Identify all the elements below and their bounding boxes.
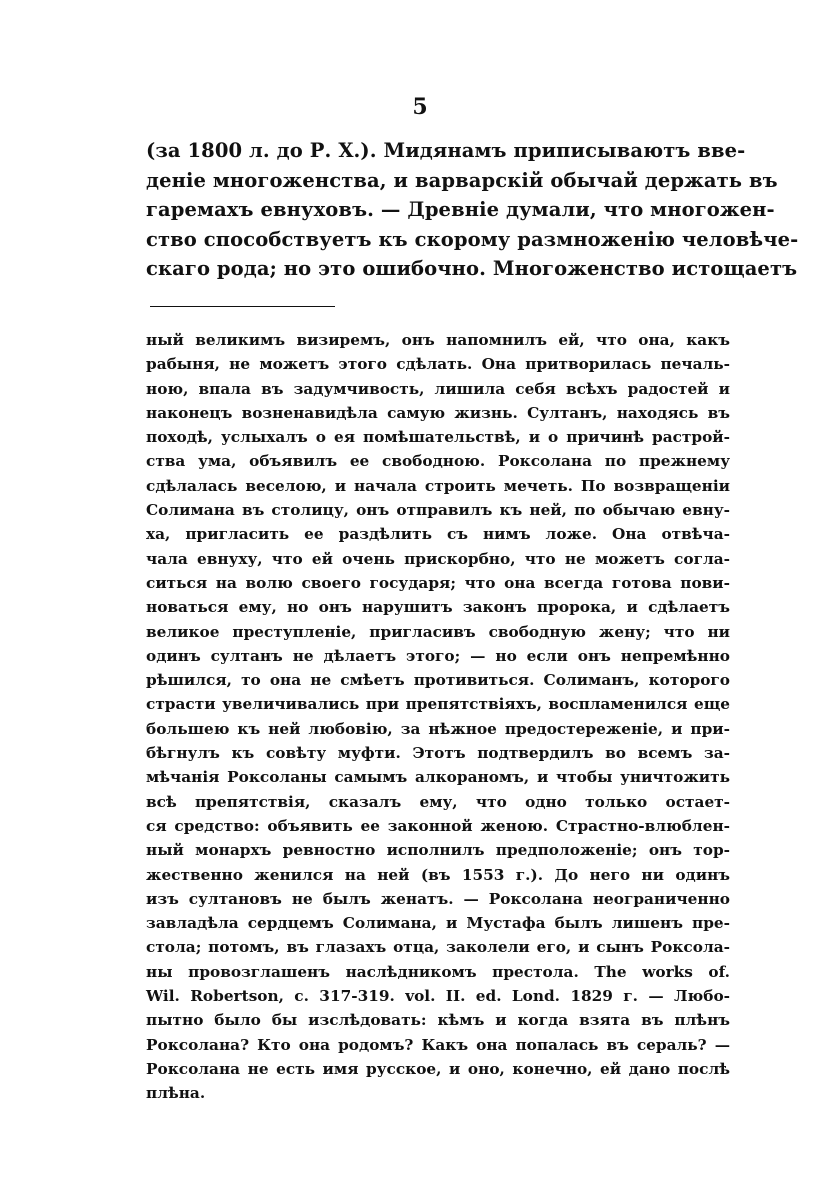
main-text-line: гаремахъ евнуховъ. — Древніе думали, что многожен- [146, 198, 775, 221]
footnote-line: Роксолана? Кто она родомъ? Какъ она попалась въ сераль? — [146, 1035, 730, 1054]
footnote-text [146, 328, 730, 1106]
footnote-line: ства ума, объявилъ ее свободною. Роксолана по прежнему [146, 452, 730, 471]
footnote-line: ситься на волю своего государя; что она всегда готова пови- [146, 573, 730, 592]
footnote-line: походѣ, услыхалъ о ея помѣшательствѣ, и о причинѣ растрой- [146, 428, 730, 447]
main-text-line: деніе многоженства, и варварскій обычай держать въ [146, 168, 778, 192]
footnote-line: всѣ препятствія, сказалъ ему, что одно только остает- [146, 792, 730, 811]
main-text [146, 136, 799, 284]
footnote-line: рѣшился, то она не смѣетъ противиться. Солиманъ, которого [146, 671, 730, 690]
footnote-line: ный великимъ визиремъ, онъ напомнилъ ей, что она, какъ [146, 331, 730, 349]
footnote-line: бѣгнулъ къ совѣту муфти. Этотъ подтвердилъ во всемъ за- [146, 744, 730, 763]
footnote-line: ха, пригласить ее раздѣлить съ нимъ ложе. Она отвѣча- [146, 525, 730, 544]
footnote-line: одинъ султанъ не дѣлаетъ этого; — но если онъ непремѣнно [146, 646, 730, 665]
page-number: 5 [412, 94, 428, 120]
footnote-line: чала евнуху, что ей очень прискорбно, что не можетъ согла- [146, 549, 730, 568]
footnote-line: ною, впала въ задумчивость, лишила себя всѣхъ радостей и [146, 379, 730, 398]
footnote-line: изъ султановъ не былъ женатъ. — Роксолана неограниченно [146, 889, 730, 908]
footnote-line: сдѣлалась веселою, и начала строить мечеть. По возвращеніи [146, 476, 730, 495]
footnote-line: стола; потомъ, въ глазахъ отца, заколели его, и сынъ Роксола- [146, 938, 730, 957]
footnote-line: завладѣла сердцемъ Солимана, и Мустафа былъ лишенъ пре- [146, 914, 730, 933]
footnote-line: плѣна. [146, 1084, 206, 1103]
footnote-line: великое преступленіе, пригласивъ свободную жену; что ни [146, 622, 730, 641]
footnote-line: страсти увеличивались при препятствіяхъ, воспламенился еще [146, 695, 730, 714]
footnote-line: Роксолана не есть имя русское, и оно, конечно, ей дано послѣ [146, 1059, 730, 1078]
footnote-line: пытно было бы изслѣдовать: кѣмъ и когда взята въ плѣнъ [146, 1011, 730, 1030]
footnote-line: Солимана въ столицу, онъ отправилъ къ ней, по обычаю евну- [146, 501, 730, 520]
footnote-line: ны провозглашенъ наслѣдникомъ престола. The works of. [146, 962, 730, 981]
footnote-line: Wil. Robertson, c. 317-319. vol. II. ed. Lond. 1829 г. — Любо- [146, 987, 730, 1006]
footnote-line: рабыня, не можетъ этого сдѣлать. Она притворилась печаль- [146, 355, 730, 374]
main-text-line: ство способствуетъ къ скорому размноженію человѣче- [146, 227, 799, 251]
footnote-line: большею къ ней любовію, за нѣжное предостереженіе, и при- [146, 719, 730, 738]
footnote-line: новаться ему, но онъ нарушитъ законъ пророка, и сдѣлаетъ [146, 598, 730, 617]
main-text-line: (за 1800 л. до Р. Х.). Мидянамъ приписываютъ вве- [146, 139, 746, 162]
footnote-line: наконецъ возненавидѣла самую жизнь. Султанъ, находясь въ [146, 403, 730, 422]
footnote-line: мѣчанія Роксоланы самымъ алкораномъ, и чтобы уничтожить [146, 768, 730, 787]
footnote-separator-rule [150, 306, 335, 307]
footnote-line: ный монархъ ревностно исполнилъ предположеніе; онъ тор- [146, 841, 730, 860]
footnote-line: жественно женился на ней (въ 1553 г.). До него ни одинъ [146, 865, 730, 884]
main-text-line: скаго рода; но это ошибочно. Многоженство истощаетъ [146, 257, 798, 280]
footnote-line: ся средство: объявить ее законной женою. Страстно-влюблен- [146, 816, 730, 835]
